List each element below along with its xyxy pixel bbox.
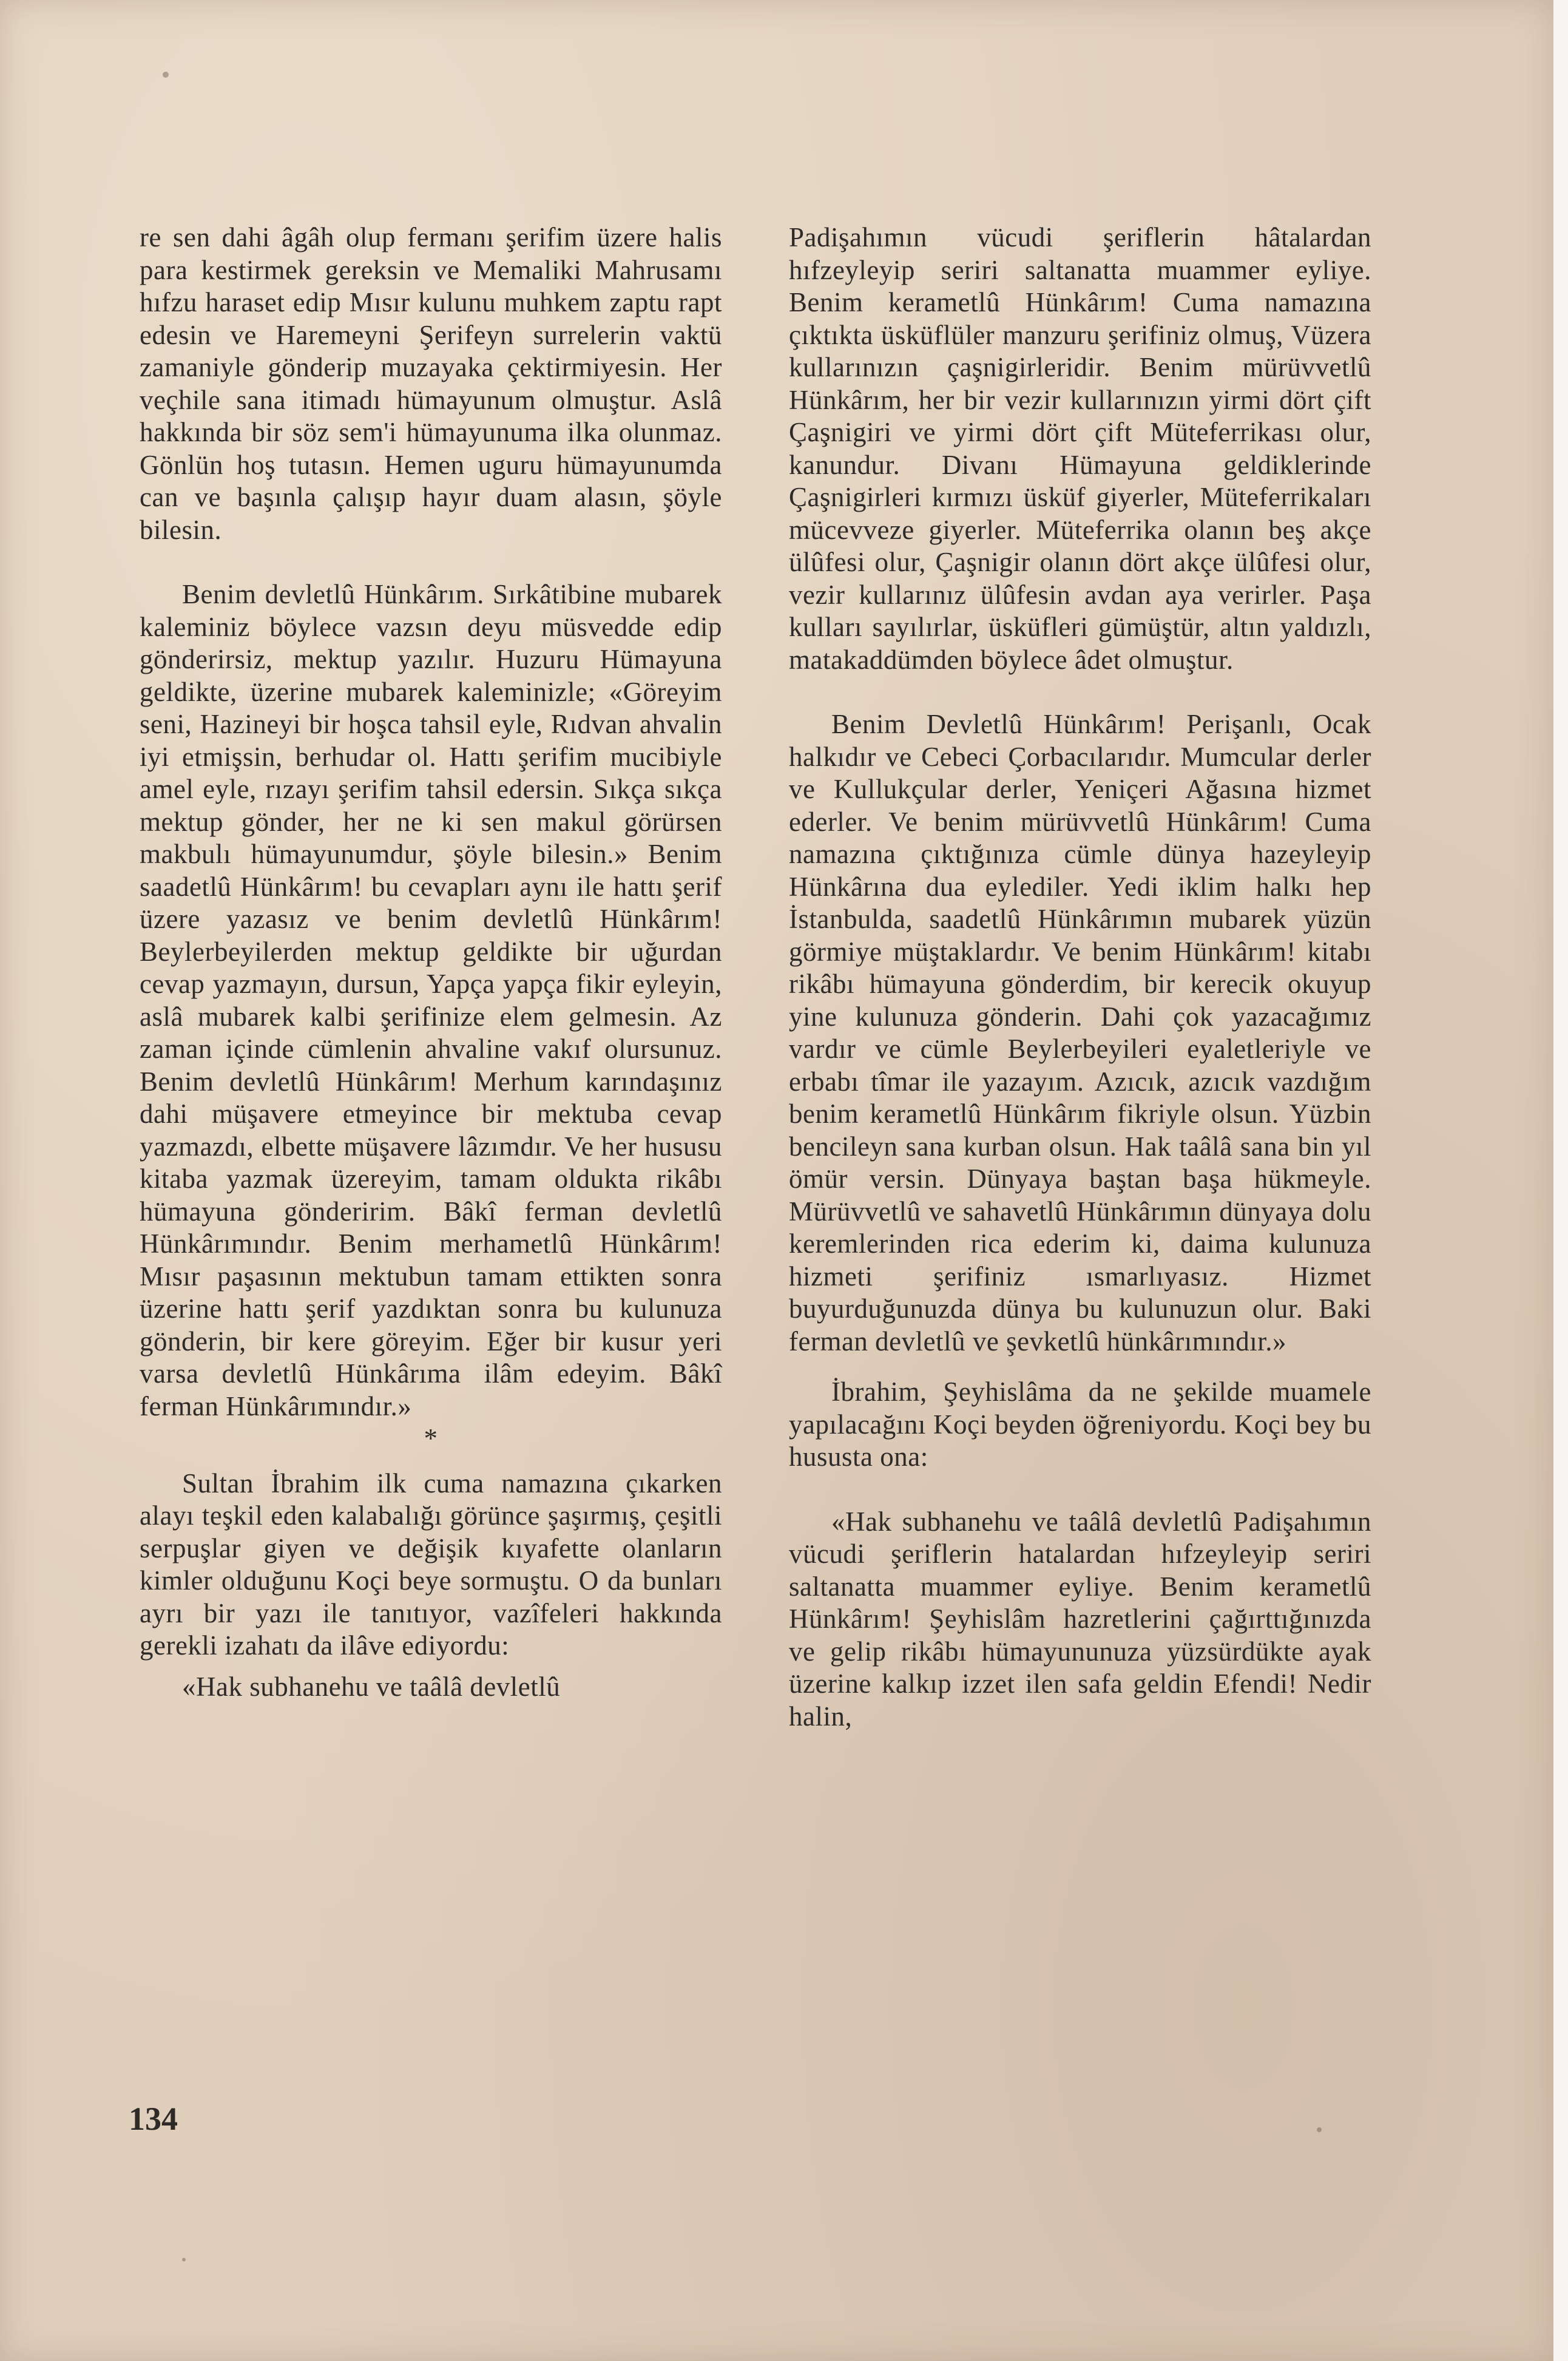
paragraph-gap <box>789 676 1371 708</box>
left-paragraph-4: «Hak subhanehu ve taâlâ devletlû <box>182 1671 561 1702</box>
right-paragraph-1: Padişahımın vücudi şeriflerin hâtalardan hıfzeyleyip seriri saltanatta muammer eyliye. Benim kerametlû Hünkârım! Cuma namazına çıktıkta üsküflüler manzuru şerifiniz olmuş, Vüzera kullarınızın çaşnigirleridir. Benim mürüvvetlû Hünkârım, her bir vezir kullarınızın yirmi dört çift Çaşnigiri ve yirmi dört çift Müteferrikası olur, kanundur. Divanı Hümayuna geldiklerinde Çaşnigirleri kırmızı üsküf giyerler, Müteferrikaları mücevveze giyerler. Müteferrika olanın beş akçe ülûfesi olur, Çaşnigir olanın dört akçe ülûfesi olur, vezir kullarınız ülûfesin avdan aya verirler. Paşa kulları sayılırlar, üsküfleri gümüştür, altın yaldızlı, matakaddümden böylece âdet olmuştur. <box>789 222 1371 675</box>
page-edge <box>1553 0 1568 2361</box>
section-separator: * <box>424 1423 438 1454</box>
left-paragraph-2: Benim devletlû Hünkârım. Sırkâtibine mubarek kaleminiz böylece vazsın deyu müsvedde edip gönderirsiz, mektup yazılır. Huzuru Hümayuna geldikte, üzerine mubarek kaleminizle; «Göreyim seni, Hazineyi bir hoşca tahsil eyle, Rıdvan ahvalin iyi etmişsin, berhudar ol. Hattı şerifim mucibiyle amel eyle, rızayı şerifim tahsil edersin. Sıkça sıkça mektup gönder, her ne ki sen makul görürsen makbulı hümayunumdur, şöyle bilesin.» Benim saadetlû Hünkârım! bu cevapları aynı ile hattı şerif üzere yazasız ve benim devletlû Hünkârım! Beylerbeyilerden mektup geldikte bir uğurdan cevap yazmayın, dursun, Yapça yapça fikir eyleyin, aslâ mubarek kalbi şerifinize elem gelmesin. Az zaman içinde cümlenin ahvaline vakıf olursunuz. Benim devletlû Hünkârım! Merhum karındaşınız dahi müşavere etmeyince bir mektuba cevap yazmazdı, elbette müşavere lâzımdır. Ve her hususu kitaba yazmak üzereyim, tamam oldukta rikâbı hümayuna gönderirim. Bâkî ferman devletlû Hünkârımındır. Benim merhametlû Hünkârım! Mısır paşasının mektubun tamam ettikten sonra üzerine hattı şerif yazdıktan sonra bu kulunuza gönderin, bir kere göreyim. Eğer bir kusur yeri varsa devletlû Hünkârıma ilâm edeyim. Bâkî ferman Hünkârımındır.» <box>140 579 722 1421</box>
right-paragraph-3: İbrahim, Şeyhislâma da ne şekilde muamele yapılacağını Koçi beyden öğreniyordu. Koçi bey bu hususta ona: <box>789 1377 1371 1472</box>
left-paragraph-1: re sen dahi âgâh olup fermanı şerifim üzere halis para kestirmek gereksin ve Memaliki Mahrusamı hıfzu haraset edip Mısır kulunu muhkem zaptu rapt edesin ve Haremeyni Şerifeyn surrelerin vaktü zamaniyle gönderip muzayaka çektirmiyesin. Her veçhile sana itimadı hümayunum olmuştur. Aslâ hakkında bir söz sem'i hümayunuma ilka olunmaz. Gönlün hoş tutasın. Hemen uguru hümayunumda can ve başınla çalışıp hayır duam alasın, şöyle bilesin. <box>140 222 722 545</box>
paragraph-gap <box>140 1662 722 1671</box>
paragraph-gap <box>789 1474 1371 1506</box>
right-paragraph-4: «Hak subhanehu ve taâlâ devletlû Padişahımın vücudi şeriflerin hatalardan hıfzeyleyip seriri saltanatta muammer eyliye. Benim kerametlû Hünkârım! Şeyhislâm hazretlerini çağırttığınızda ve gelip rikâbı hümayununuza yüzsürdükte ayak üzerine kalkıp izzet ilen safa geldin Efendi! Nedir halin, <box>789 1506 1371 1732</box>
page-number: 134 <box>129 2101 178 2137</box>
ink-speck <box>163 72 169 78</box>
ink-speck <box>182 2258 186 2261</box>
paragraph-gap <box>789 1358 1371 1376</box>
right-text-column <box>789 222 1371 1733</box>
paragraph-gap <box>140 546 722 578</box>
right-paragraph-2: Benim Devletlû Hünkârım! Perişanlı, Ocak halkıdır ve Cebeci Çorbacılarıdır. Mumcular derler ve Kullukçular derler, Yeniçeri Ağasına hizmet ederler. Ve benim mürüvvetlû Hünkârım! Cuma namazına çıktığınıza cümle dünya hazeyleyip Hünkârına dua eylediler. Yedi iklim halkı hep İstanbulda, saadetlû Hünkârımın mubarek yüzün görmiye müştaklardır. Ve benim Hünkârım! kitabı rikâbı hümayuna gönderdim, bir kerecik okuyup yine kulunuza gönderin. Dahi çok yazacağımız vardır ve cümle Beylerbeyileri eyaletleriyle ve erbabı tîmar ile yazayım. Azıcık, azıcık vazdığım benim kerametlû Hünkârım fikriyle olsun. Yüzbin bencileyn sana kurban olsun. Hak taâlâ sana bin yıl ömür versin. Dünyaya baştan başa hükmeyle. Mürüvvetlû ve sahavetlû Hünkârımın dünyaya dolu keremlerinden rica ederim ki, daima kulunuza hizmeti şerifiniz ısmarlıyasız. Hizmet buyurduğunuzda dünya bu kulunuzun olur. Baki ferman devletlû ve şevketlû hünkârımındır.» <box>789 709 1371 1357</box>
left-text-column <box>140 222 722 1703</box>
ink-speck <box>1317 2127 1322 2132</box>
paragraph-gap <box>140 1455 722 1468</box>
left-paragraph-3: Sultan İbrahim ilk cuma namazına çıkarken alayı teşkil eden kalabalığı görünce şaşırmış, çeşitli serpuşlar giyen ve değişik kıyafette olanların kimler olduğunu Koçi beye sormuştu. O da bunları ayrı bir yazı ile tanıtıyor, vazîfeleri hakkında gerekli izahatı da ilâve ediyordu: <box>140 1468 722 1661</box>
